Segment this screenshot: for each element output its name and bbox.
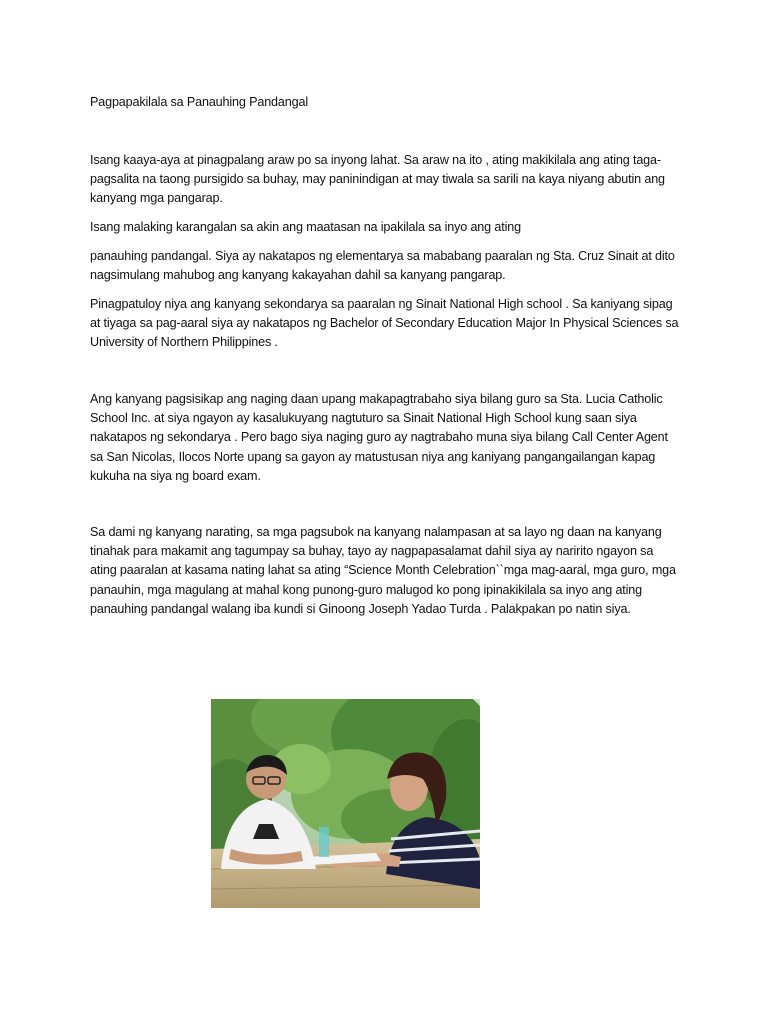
paragraph-secondary: Pinagpatuloy niya ang kanyang sekondarya sa paaralan ng Sinait National High school . Sa kaniyang sipag at tiyaga sa pag-aaral siya ay nakatapos ng Bachelor of Secondary Education Major In Physical Sciences sa University of Northern Philippines . [90, 297, 679, 350]
paragraph-introduction: Sa dami ng kanyang narating, sa mga pagsubok na kanyang nalampasan at sa layo ng daan na kanyang tinahak para makamit ang tagumpay sa buhay, tayo ay nagpapasalamat dahil siya ay naririto ngayon sa ating paaralan at kasama nating lahat sa ating “Science Month Celebration``mga mag-aaral, mga guro, mga panauhin, mga magulang at mahal kong punong-guro malugod ko pong ipinakikilala sa inyo ang ating panauhing pandangal walang iba kundi si Ginoong Joseph Yadao Turda . Palakpakan po natin siya. [90, 525, 676, 616]
photo-two-students-studying [211, 699, 480, 908]
paragraph-greeting: Isang kaaya-aya at pinagpalang araw po sa inyong lahat. Sa araw na ito , ating makikilala ang ating taga-pagsalita na taong pursigido sa buhay, may paninindigan at may tiwala sa sarili na kaya niyang abutin ang kanyang mga pangarap. [90, 153, 665, 206]
paragraph-career: Ang kanyang pagsisikap ang naging daan upang makapagtrabaho siya bilang guro sa Sta. Lucia Catholic School Inc. at siya ngayon ay kasalukuyang nagtuturo sa Sinait National High School kung saan siya nakatapos ng sekondarya . Pero bago siya naging guro ay nagtrabaho muna siya bilang Call Center Agent sa San Nicolas, Ilocos Norte upang sa gayon ay matustusan niya ang kaniyang pangangailangan kapag kukuha na siya ng board exam. [90, 392, 668, 483]
document-title: Pagpapakilala sa Panauhing Pandangal [90, 95, 308, 109]
paragraph-elementary: panauhing pandangal. Siya ay nakatapos ng elementarya sa mababang paaralan ng Sta. Cruz Sinait at dito nagsimulang mahubog ang kanyang kakayahan dahil sa kanyang pangarap. [90, 249, 675, 283]
paragraph-honor: Isang malaking karangalan sa akin ang maatasan na ipakilala sa inyo ang ating [90, 220, 521, 234]
